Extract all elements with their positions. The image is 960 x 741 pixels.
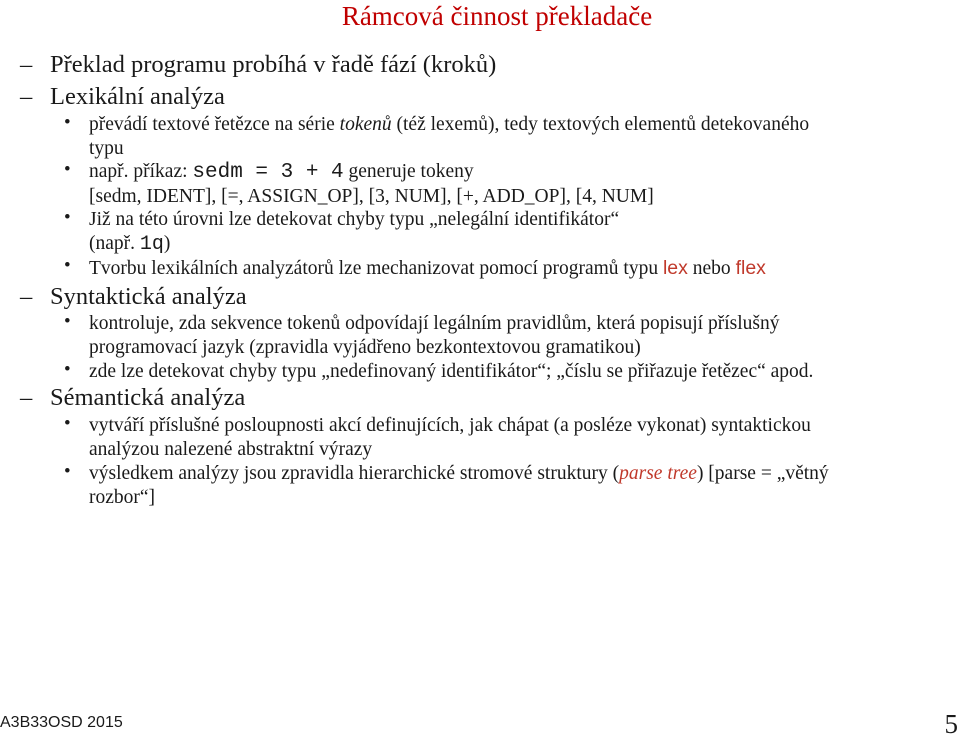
text: zde lze detekovat chyby typu „nedefinovaný identifikátor“; „číslu se přiřazuje řetězec“ apod. xyxy=(89,361,814,382)
text: např. příkaz: xyxy=(89,161,193,182)
slide-title: Rámcová činnost překladače xyxy=(341,1,653,31)
dot-bullet: • xyxy=(64,255,71,276)
dot-bullet: • xyxy=(64,311,71,332)
dash-bullet: – xyxy=(20,83,33,110)
lex-bullet-1 xyxy=(64,113,809,161)
code-snippet: sedm = 3 + 4 xyxy=(192,161,344,184)
section-semantic xyxy=(20,383,245,413)
sem-bullet-1 xyxy=(64,414,811,462)
section-text: Sémantická analýza xyxy=(50,384,246,411)
section-compile-phases xyxy=(20,50,496,80)
dash-bullet: – xyxy=(20,51,33,78)
text: analýzou nalezené abstraktní výrazy xyxy=(89,439,373,460)
text: [sedm, IDENT], [=, ASSIGN_OP], [3, NUM], [+, ADD_OP], [4, NUM] xyxy=(89,186,654,207)
syn-bullet-1 xyxy=(64,312,779,360)
section-text: Překlad programu probíhá v řadě fází (kroků) xyxy=(50,51,497,78)
text: rozbor“] xyxy=(89,487,156,508)
text: Tvorbu lexikálních analyzátorů lze mechanizovat pomocí programů typu xyxy=(89,258,663,279)
text: nebo xyxy=(687,258,736,279)
text-italic: tokenů xyxy=(339,114,392,135)
dot-bullet: • xyxy=(64,207,71,228)
text: programovací jazyk (zpravidla vyjádřeno bezkontextovou gramatikou) xyxy=(89,337,641,358)
footer-course-code: A3B33OSD 2015 xyxy=(0,714,123,731)
text: převádí textové řetězce na série xyxy=(89,114,340,135)
text: (např. xyxy=(89,233,140,254)
tool-name: flex xyxy=(735,257,766,279)
syn-bullet-2 xyxy=(64,360,813,384)
lex-bullet-3 xyxy=(64,208,619,257)
page-number: 5 xyxy=(944,709,958,739)
lex-bullet-4 xyxy=(64,256,766,281)
dot-bullet: • xyxy=(64,112,71,133)
dot-bullet: • xyxy=(64,159,71,180)
text: generuje tokeny xyxy=(343,161,474,182)
section-text: Lexikální analýza xyxy=(50,83,225,110)
tool-name: lex xyxy=(662,257,688,279)
text: Již na této úrovni lze detekovat chyby typu „nelegální identifikátor“ xyxy=(89,209,620,230)
dot-bullet: • xyxy=(64,461,71,482)
text: ) [parse = „větný xyxy=(696,463,829,484)
sem-bullet-2 xyxy=(64,462,829,510)
lex-bullet-2 xyxy=(64,160,654,209)
text: výsledkem analýzy jsou zpravidla hierarchické stromové struktury ( xyxy=(89,463,620,484)
text: (též lexemů), tedy textových elementů detekovaného xyxy=(391,114,810,135)
dot-bullet: • xyxy=(64,413,71,434)
section-lexical xyxy=(20,82,225,112)
section-text: Syntaktická analýza xyxy=(50,283,247,310)
section-syntax xyxy=(20,282,247,312)
text: vytváří příslušné posloupnosti akcí definujících, jak chápat (a posléze vykonat) syntaktickou xyxy=(89,415,811,436)
text: ) xyxy=(163,233,171,254)
dash-bullet: – xyxy=(20,283,33,310)
dash-bullet: – xyxy=(20,384,33,411)
text: typu xyxy=(89,138,124,159)
term-italic: parse tree xyxy=(619,463,697,484)
code-snippet: 1q xyxy=(139,233,164,256)
dot-bullet: • xyxy=(64,359,71,380)
text: kontroluje, zda sekvence tokenů odpovídají legálním pravidlům, která popisují příslušný xyxy=(89,313,780,334)
